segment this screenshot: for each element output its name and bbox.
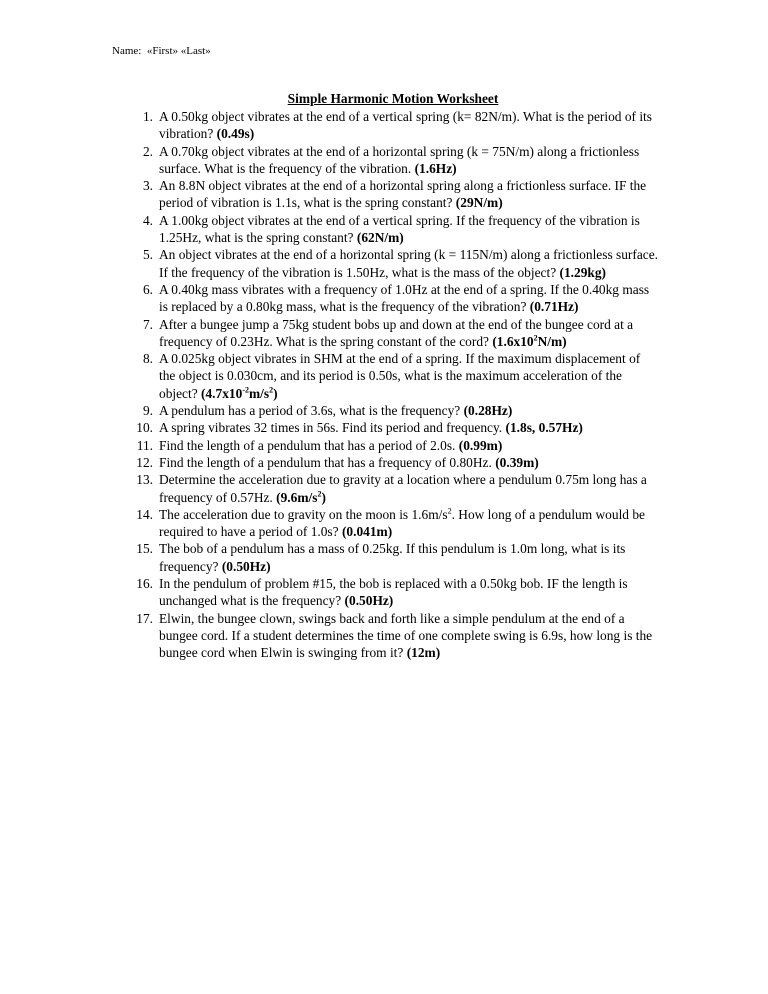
question-item bbox=[127, 177, 659, 212]
question-item bbox=[127, 540, 659, 575]
worksheet-title: Simple Harmonic Motion Worksheet bbox=[287, 91, 499, 106]
question-answer: (12m) bbox=[406, 645, 441, 661]
question-answer: (0.50Hz) bbox=[344, 593, 394, 609]
question-number: 3. bbox=[142, 178, 153, 194]
question-answer: (1.8s, 0.57Hz) bbox=[505, 420, 583, 436]
question-answer: (0.99m) bbox=[458, 437, 503, 453]
question-item bbox=[127, 281, 659, 316]
question-item bbox=[127, 108, 659, 143]
question-item bbox=[127, 419, 659, 436]
question-text: Determine the acceleration due to gravity at a location where a pendulum 0.75m long has a frequency of 0.57Hz. bbox=[159, 472, 647, 505]
question-text: An 8.8N object vibrates at the end of a horizontal spring along a frictionless surface. IF the period of vibration is 1.1s, what is the spring constant? bbox=[159, 178, 647, 211]
question-item bbox=[127, 350, 659, 402]
question-text: A 0.40kg mass vibrates with a frequency of 1.0Hz at the end of a spring. If the 0.40kg mass is replaced by a 0.80kg mass, what is the frequency of the vibration? bbox=[159, 281, 650, 315]
question-list bbox=[127, 108, 659, 662]
question-answer: (0.50Hz) bbox=[221, 558, 271, 574]
question-text: After a bungee jump a 75kg student bobs up and down at the end of the bungee cord at a frequency of 0.23Hz. What is the spring constant of the cord? bbox=[159, 316, 634, 349]
question-text: A 0.70kg object vibrates at the end of a horizontal spring (k = 75N/m) along a frictionless surface. What is the frequency of the vibration. bbox=[159, 143, 640, 176]
question-text: Find the length of a pendulum that has a frequency of 0.80Hz. bbox=[159, 454, 492, 470]
question-text: Elwin, the bungee clown, swings back and forth like a simple pendulum at the end of a bungee cord. If a student determines the time of one complete swing is 6.9s, how long is the bungee cord when Elwin is swinging from it? bbox=[159, 610, 653, 661]
question-number: 17. bbox=[136, 610, 153, 626]
question-number: 9. bbox=[142, 403, 153, 419]
question-text: An object vibrates at the end of a horizontal spring (k = 115N/m) along a frictionless surface. If the frequency of the vibration is 1.50Hz, what is the mass of the object? bbox=[159, 247, 659, 280]
question-answer: (29N/m) bbox=[455, 195, 503, 211]
question-number: 7. bbox=[142, 316, 153, 332]
question-answer: (0.39m) bbox=[495, 454, 539, 470]
question-number: 15. bbox=[136, 541, 153, 557]
question-item bbox=[127, 212, 659, 247]
question-answer: (0.28Hz) bbox=[463, 403, 513, 419]
question-number: 8. bbox=[142, 351, 153, 367]
question-number: 13. bbox=[136, 472, 153, 488]
question-item bbox=[127, 437, 659, 454]
question-item bbox=[127, 402, 659, 419]
question-item bbox=[127, 610, 659, 662]
question-number: 5. bbox=[142, 247, 153, 263]
name-line bbox=[112, 44, 211, 58]
question-item bbox=[127, 246, 659, 281]
question-answer: (0.71Hz) bbox=[529, 299, 579, 315]
question-answer: (62N/m) bbox=[356, 230, 404, 246]
question-text: A 1.00kg object vibrates at the end of a vertical spring. If the frequency of the vibration is 1.25Hz, what is the spring constant? bbox=[159, 212, 640, 246]
question-number: 11. bbox=[136, 437, 153, 453]
question-number: 10. bbox=[136, 420, 153, 436]
question-answer: $(4.7x10^{-2}m/s^2)$ bbox=[201, 385, 278, 401]
last-name-field: «Last» bbox=[180, 45, 211, 57]
question-text: A 0.50kg object vibrates at the end of a vertical spring (k= 82N/m). What is the period of its vibration? bbox=[159, 109, 652, 142]
question-item bbox=[127, 143, 659, 178]
question-text: The bob of a pendulum has a mass of 0.25kg. If this pendulum is 1.0m long, what is its frequency? bbox=[159, 541, 626, 574]
question-answer: $(1.6x10^2N/m)$ bbox=[492, 333, 567, 349]
question-item bbox=[127, 575, 659, 610]
first-name-field: «First» bbox=[146, 45, 179, 57]
question-text: A 0.025kg object vibrates in SHM at the end of a spring. If the maximum displacement of the object is 0.030cm, and its period is 0.50s, what is the maximum acceleration of the object? bbox=[159, 351, 641, 401]
question-text: The acceleration due to gravity on the moon is $1.6m/s^2$. How long of a pendulum would be required to have a period of 1.0s? bbox=[159, 506, 645, 540]
question-answer: $(9.6m/s^2)$ bbox=[276, 489, 326, 505]
question-item bbox=[127, 316, 659, 351]
question-answer: (0.041m) bbox=[341, 524, 393, 540]
question-number: 1. bbox=[142, 109, 153, 124]
question-item bbox=[127, 454, 659, 471]
question-number: 6. bbox=[142, 281, 153, 297]
question-text: A pendulum has a period of 3.6s, what is the frequency? bbox=[159, 403, 461, 419]
question-number: 4. bbox=[142, 212, 153, 228]
question-item bbox=[127, 471, 659, 506]
question-item bbox=[127, 506, 659, 541]
question-text: In the pendulum of problem #15, the bob is replaced with a 0.50kg bob. IF the length is unchanged what is the frequency? bbox=[159, 576, 628, 609]
question-number: 14. bbox=[136, 506, 153, 522]
question-answer: (1.6Hz) bbox=[414, 160, 457, 176]
question-text: A spring vibrates 32 times in 56s. Find its period and frequency. bbox=[159, 420, 503, 436]
question-answer: (1.29kg) bbox=[559, 264, 606, 280]
question-number: 2. bbox=[142, 143, 153, 159]
name-label: Name: bbox=[112, 45, 142, 57]
question-number: 16. bbox=[136, 576, 153, 592]
question-answer: (0.49s) bbox=[216, 126, 255, 142]
question-number: 12. bbox=[136, 454, 153, 470]
question-text: Find the length of a pendulum that has a period of 2.0s. bbox=[159, 437, 456, 453]
